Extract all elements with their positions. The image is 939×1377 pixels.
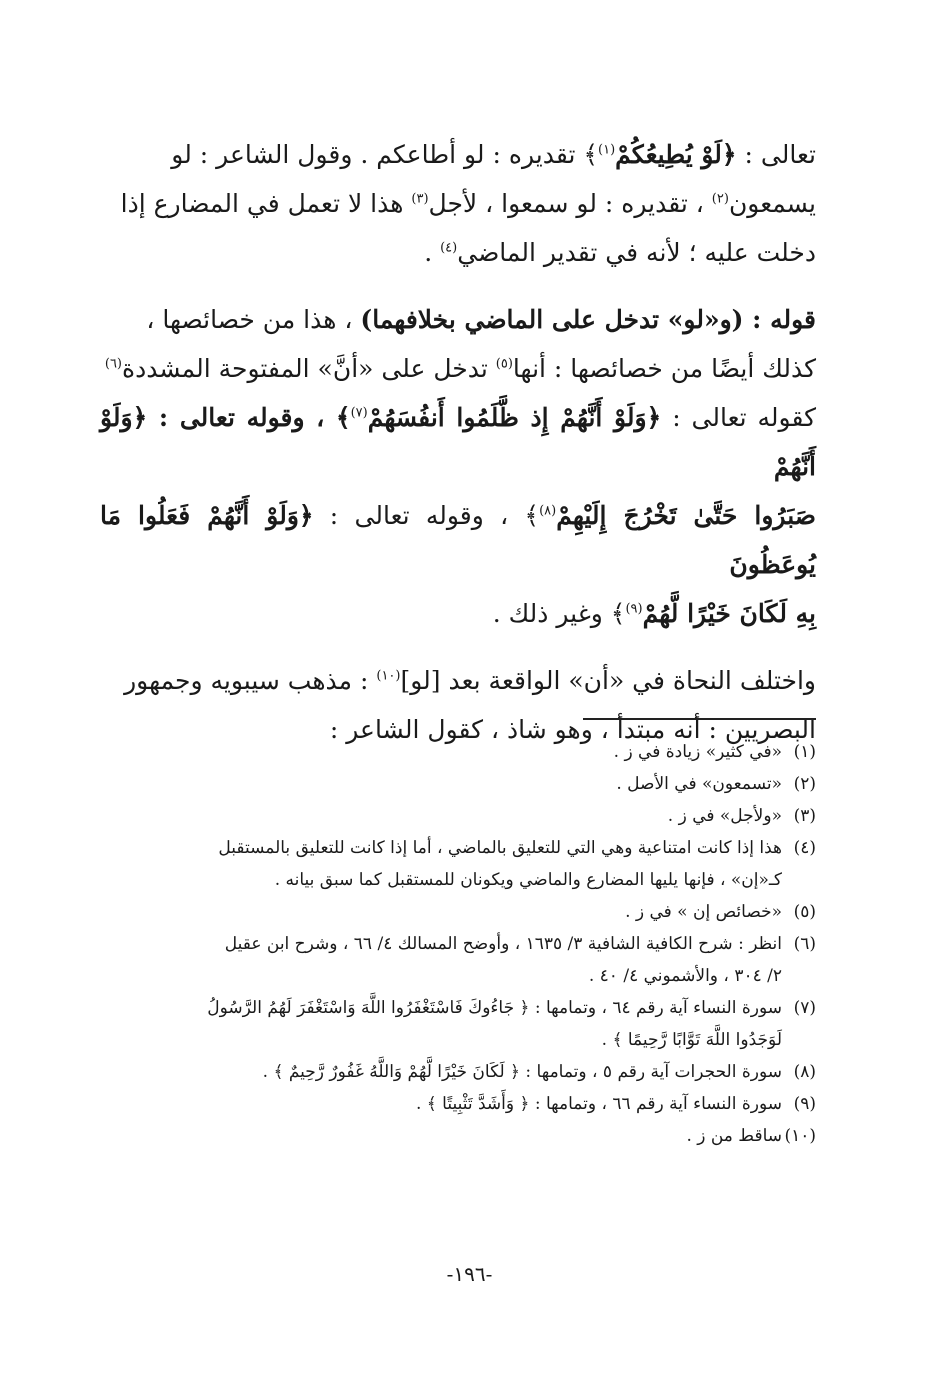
paragraph-1 xyxy=(100,130,816,277)
footnote-8 xyxy=(100,1056,816,1088)
footnote-continuation: لَوَجَدُوا اللَّهَ تَوَّابًا رَّحِيمًا ﴾ . xyxy=(601,1030,782,1050)
footnote-2 xyxy=(100,768,816,800)
footnote-ref: (٢) xyxy=(711,191,729,207)
footnote-ref: (٨) xyxy=(539,503,557,519)
footnote-4 xyxy=(100,832,816,896)
footnote-text: انظر : شرح الكافية الشافية ٣/ ١٦٣٥ ، وأوضح المسالك ٤/ ٦٦ ، وشرح ابن عقيل xyxy=(224,934,782,954)
text-line xyxy=(100,491,816,589)
quran-quote: ﴿وَلَوْ أَنَّهُمْ xyxy=(100,403,816,481)
footnotes xyxy=(100,736,816,1152)
footnote-ref: (٤) xyxy=(440,240,458,256)
quran-quote: ﴿وَلَوْ أَنَّهُمْ إِذ ظَّلَمُوا أَنفُسَهُمْ xyxy=(367,403,662,432)
main-text xyxy=(100,130,816,772)
footnote-ref: (٩) xyxy=(625,601,643,617)
footnote-text: سورة الحجرات آية رقم ٥ ، وتمامها : ﴿ لَكَانَ خَيْرًا لَّهُمْ وَاللَّهُ غَفُورٌ رَّحِيمٌ ﴾ . xyxy=(262,1062,782,1082)
quran-quote xyxy=(598,140,737,169)
footnote-number: (٣) xyxy=(793,806,816,826)
quran-quote: بِهِ لَكَانَ خَيْرًا لَّهُمْ xyxy=(642,599,816,628)
text: دخلت عليه ؛ لأنه في تقدير الماضي xyxy=(457,238,816,267)
text-line xyxy=(100,130,816,179)
footnote-ref: (١٠) xyxy=(376,668,401,684)
text: يسمعون xyxy=(728,189,816,218)
page-number: -١٩٦- xyxy=(446,1262,493,1286)
text: هذا لا تعمل في المضارع إذا xyxy=(120,189,412,218)
text-line xyxy=(100,295,816,344)
footnote-9 xyxy=(100,1088,816,1120)
text: ﴾ ، وقوله تعالى : xyxy=(313,501,540,530)
footnote-continuation: ٢/ ٣٠٤ ، والأشموني ٤/ ٤٠ . xyxy=(588,966,782,986)
text-line xyxy=(100,393,816,491)
footnote-number: (٤) xyxy=(793,838,816,858)
footnote-text: «في كثير» زيادة في ز . xyxy=(613,742,782,762)
footnote-text: سورة النساء آية رقم ٦٦ ، وتمامها : ﴿ وَأَشَدَّ تَثْبِيتًا ﴾ . xyxy=(416,1094,782,1114)
footnote-7 xyxy=(100,992,816,1056)
footnote-ref: (٧) xyxy=(350,405,368,421)
text: : مذهب سيبويه وجمهور xyxy=(124,666,377,695)
footnote-text: «ولأجل» في ز . xyxy=(667,806,782,826)
footnote-number: (٥) xyxy=(793,902,816,922)
text-line xyxy=(100,656,816,705)
footnote-text: هذا إذا كانت امتناعية وهي التي للتعليق بالماضي ، أما إذا كانت للتعليق بالمستقبل xyxy=(218,838,782,858)
text: تدخل على «أنَّ» المفتوحة المشددة xyxy=(122,354,496,383)
text: . xyxy=(424,238,441,267)
quran-quote: ﴿وَلَوْ أَنَّهُمْ فَعَلُوا مَا يُوعَظُونَ xyxy=(100,501,816,579)
footnote-6 xyxy=(100,928,816,992)
text: كذلك أيضًا من خصائصها : أنها xyxy=(512,354,816,383)
lead-phrase: قوله : (و«لو» تدخل على الماضي بخلافهما) xyxy=(360,305,816,334)
footnote-5 xyxy=(100,896,816,928)
footnote-continuation: كـ«إن» ، فإنها يليها المضارع والماضي ويكونان للمستقبل كما سبق بيانه . xyxy=(274,870,782,890)
text-line xyxy=(100,344,816,393)
text: ﴾ تقديره : لو أطاعكم . وقول الشاعر : لو xyxy=(171,140,599,169)
text: كقوله تعالى : xyxy=(661,403,816,432)
footnote-number: (٦) xyxy=(793,934,816,954)
text-line xyxy=(100,228,816,277)
text: ﴾ وغير ذلك . xyxy=(492,599,626,628)
footnote-text: «خصائص إن » في ز . xyxy=(625,902,782,922)
quran-quote: صَبَرُوا حَتَّىٰ تَخْرُجَ إِلَيْهِمْ xyxy=(556,501,816,530)
text-line xyxy=(100,589,816,638)
footnote-ref: (١) xyxy=(598,142,616,158)
text: ﴿لَوْ يُطِيعُكُمْ xyxy=(615,140,737,169)
footnote-number: (١٠) xyxy=(784,1126,816,1146)
footnote-ref: (٦) xyxy=(104,356,122,372)
footnote-ref: (٣) xyxy=(411,191,429,207)
footnote-3 xyxy=(100,800,816,832)
footnote-text: سورة النساء آية رقم ٦٤ ، وتمامها : ﴿ جَاءُوكَ فَاسْتَغْفَرُوا اللَّهَ وَاسْتَغْفَرَ لَهُمُ الرَّسُولُ xyxy=(207,998,782,1018)
text: ﴾ ، وقوله تعالى : xyxy=(147,403,351,432)
footnote-number: (٩) xyxy=(793,1094,816,1114)
text: واختلف النحاة في «أن» الواقعة بعد [لو] xyxy=(400,666,816,695)
footnote-10 xyxy=(100,1120,816,1152)
footnote-1 xyxy=(100,736,816,768)
footnote-number: (٧) xyxy=(793,998,816,1018)
footnote-number: (٢) xyxy=(793,774,816,794)
text: ، هذا من خصائصها ، xyxy=(146,305,361,334)
footnote-number: (٨) xyxy=(793,1062,816,1082)
text: ، تقديره : لو سمعوا ، لأجل xyxy=(428,189,712,218)
footnote-number: (١) xyxy=(793,742,816,762)
text-line: البصريين : أنه مبتدأ ، وهو شاذ ، كقول الشاعر : xyxy=(329,715,816,744)
footnote-ref: (٥) xyxy=(495,356,513,372)
paragraph-2 xyxy=(100,295,816,638)
footnote-text: ساقط من ز . xyxy=(686,1126,782,1146)
text: تعالى : xyxy=(736,140,816,169)
footnote-text: «تسمعون» في الأصل . xyxy=(616,774,782,794)
footnote-separator xyxy=(583,718,816,720)
text-line xyxy=(100,179,816,228)
